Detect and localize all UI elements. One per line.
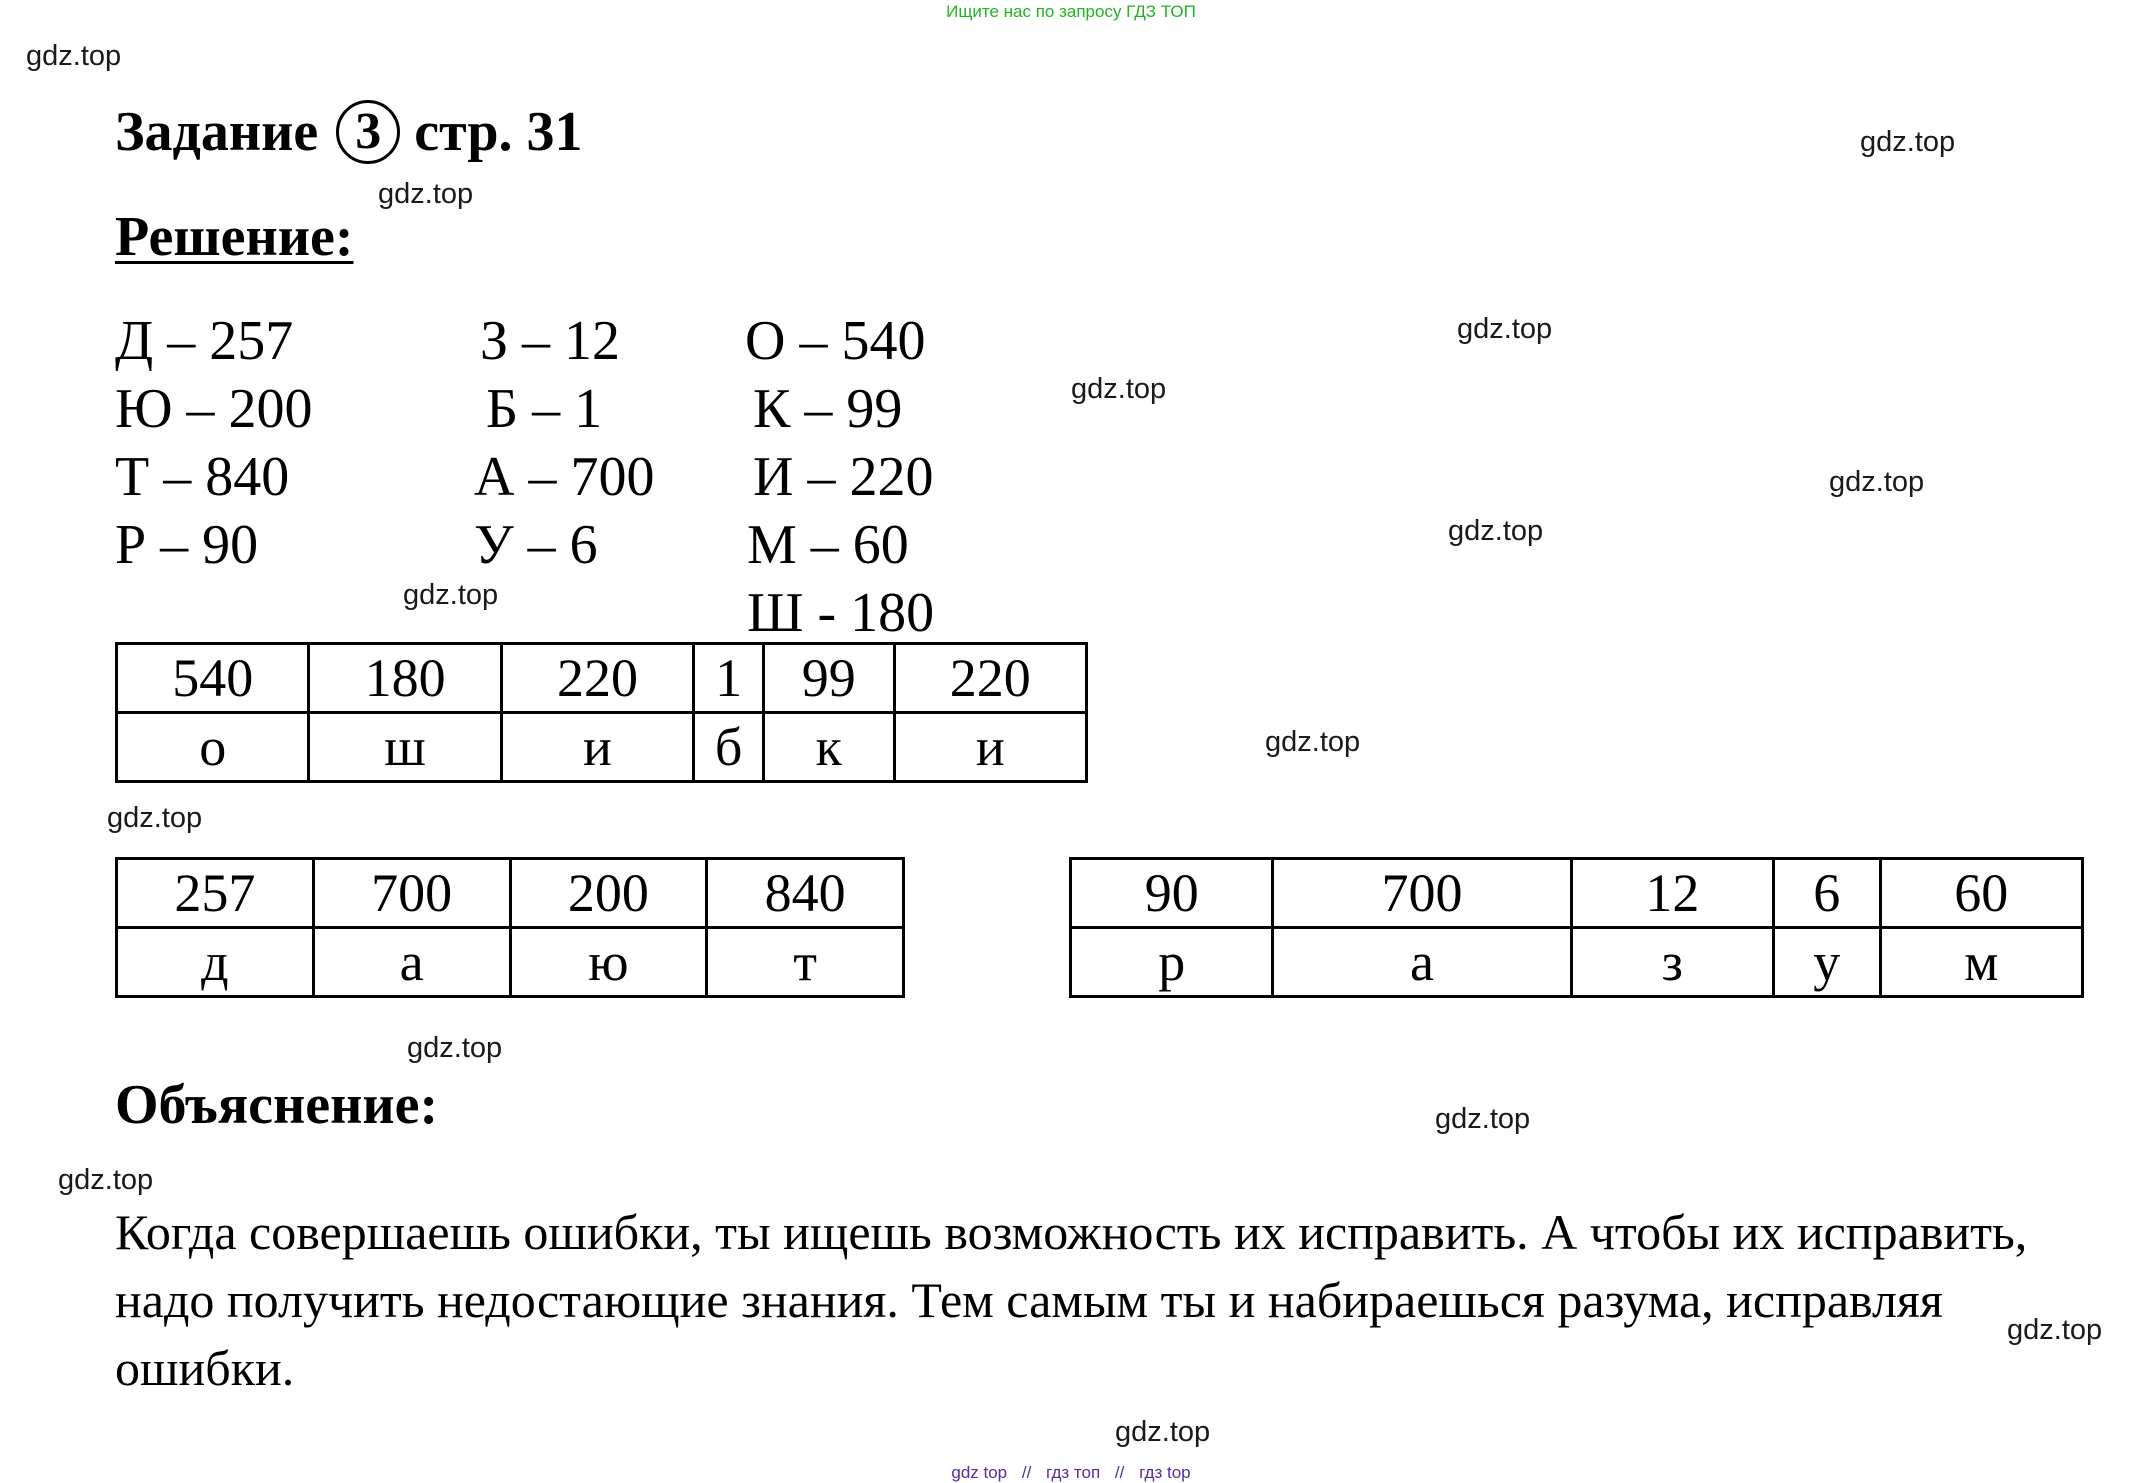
letter-value: Ш - 180	[747, 582, 935, 644]
table-cell: а	[1273, 928, 1571, 997]
watermark: gdz.top	[1829, 466, 1925, 498]
table-cell: ю	[510, 928, 707, 997]
table-cell: и	[894, 713, 1086, 782]
table-row-numbers	[1071, 859, 2083, 928]
letter-value: У – 6	[474, 514, 598, 576]
watermark: gdz.top	[407, 1032, 503, 1064]
table-cell: 540	[117, 644, 309, 713]
watermark: gdz.top	[1457, 313, 1553, 345]
watermark: gdz.top	[1435, 1103, 1531, 1135]
code-table-3	[1069, 857, 2084, 998]
table-cell: б	[694, 713, 764, 782]
table-cell: 180	[309, 644, 501, 713]
table-cell: м	[1880, 928, 2082, 997]
letter-value: Т – 840	[115, 446, 290, 508]
table-cell: д	[117, 928, 314, 997]
table-cell: 220	[501, 644, 693, 713]
table-cell: 1	[694, 644, 764, 713]
table-cell: у	[1774, 928, 1881, 997]
table-cell: 60	[1880, 859, 2082, 928]
footer-separator: //	[1114, 1463, 1125, 1482]
solution-heading: Решение:	[115, 206, 354, 268]
table-row-letters	[117, 713, 1087, 782]
watermark: gdz.top	[1115, 1416, 1211, 1448]
table-cell: 840	[707, 859, 904, 928]
task-heading	[115, 100, 582, 164]
watermark: gdz.top	[1448, 515, 1544, 547]
task-label: Задание	[115, 101, 319, 163]
table-cell: 220	[894, 644, 1086, 713]
watermark: gdz.top	[403, 579, 499, 611]
table-cell: о	[117, 713, 309, 782]
explanation-heading: Объяснение:	[115, 1074, 439, 1136]
table-cell: 700	[1273, 859, 1571, 928]
letter-value: Р – 90	[115, 514, 259, 576]
table-cell: 257	[117, 859, 314, 928]
letter-value: Д – 257	[115, 310, 294, 372]
footer-link[interactable]: гдз top	[1139, 1463, 1191, 1482]
code-table-2	[115, 857, 905, 998]
task-number-circle: 3	[336, 100, 400, 164]
table-cell: 200	[510, 859, 707, 928]
table-cell: 12	[1571, 859, 1773, 928]
footer	[0, 1463, 2142, 1483]
top-banner: Ищите нас по запросу ГДЗ ТОП	[946, 2, 1196, 21]
letter-value: О – 540	[745, 310, 926, 372]
table-cell: и	[501, 713, 693, 782]
table-cell: р	[1071, 928, 1273, 997]
watermark: gdz.top	[378, 178, 474, 210]
footer-link[interactable]: гдз топ	[1046, 1463, 1101, 1482]
table-cell: т	[707, 928, 904, 997]
table-row-letters	[1071, 928, 2083, 997]
footer-link[interactable]: gdz top	[951, 1463, 1008, 1482]
task-page: стр. 31	[414, 101, 583, 163]
table-cell: 99	[763, 644, 894, 713]
table-row-letters	[117, 928, 904, 997]
watermark: gdz.top	[1071, 373, 1167, 405]
watermark: gdz.top	[58, 1164, 154, 1196]
table-cell: 700	[313, 859, 510, 928]
letter-value: Б – 1	[486, 378, 603, 440]
letter-value: М – 60	[747, 514, 909, 576]
letter-value: Ю – 200	[115, 378, 313, 440]
table-cell: 6	[1774, 859, 1881, 928]
watermark: gdz.top	[26, 40, 122, 72]
table-row-numbers	[117, 644, 1087, 713]
watermark: gdz.top	[1265, 726, 1361, 758]
table-cell: 90	[1071, 859, 1273, 928]
explanation-text: Когда совершаешь ошибки, ты ищешь возможность их исправить. А чтобы их исправить, надо получить недостающие знания. Тем самым ты и набираешься разума, исправляя ошибки.	[115, 1204, 2028, 1396]
watermark: gdz.top	[107, 802, 203, 834]
footer-separator: //	[1021, 1463, 1032, 1482]
table-cell: а	[313, 928, 510, 997]
letter-value: И – 220	[753, 446, 934, 508]
table-cell: з	[1571, 928, 1773, 997]
code-table-1	[115, 642, 1088, 783]
watermark: gdz.top	[2007, 1314, 2103, 1346]
letter-value: К – 99	[753, 378, 903, 440]
letter-value: З – 12	[480, 310, 621, 372]
watermark: gdz.top	[1860, 126, 1956, 158]
table-cell: ш	[309, 713, 501, 782]
table-cell: к	[763, 713, 894, 782]
table-row-numbers	[117, 859, 904, 928]
letter-value: А – 700	[474, 446, 655, 508]
